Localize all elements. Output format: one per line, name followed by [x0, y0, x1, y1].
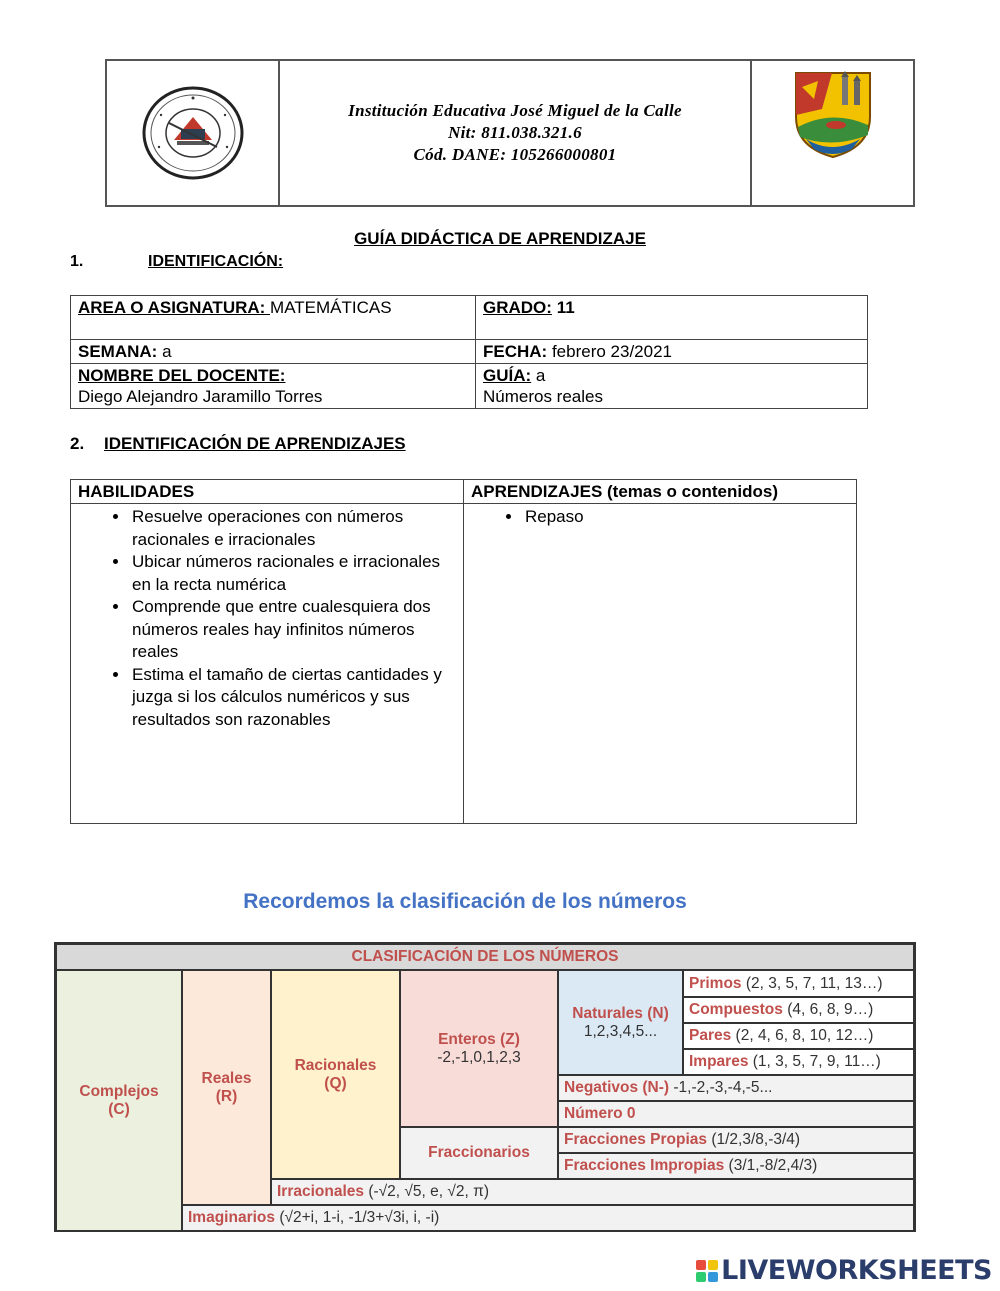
institution-dane: Cód. DANE: 105266000801: [413, 145, 617, 164]
primos-examples: (2, 3, 5, 7, 11, 13…): [745, 974, 883, 992]
impares-examples: (1, 3, 5, 7, 9, 11…): [752, 1053, 881, 1070]
fecha-value: febrero 23/2021: [551, 342, 672, 361]
fecha-label: FECHA:: [483, 342, 548, 361]
semana-value: a: [162, 342, 172, 361]
section-1-number: 1.: [70, 253, 84, 270]
pares-examples: (2, 4, 6, 8, 10, 12…): [735, 1027, 874, 1044]
imaginarios-label: Imaginarios: [188, 1209, 275, 1226]
institution-info: [280, 61, 752, 205]
guia-value: a: [535, 366, 546, 385]
school-seal-cell: [107, 61, 280, 205]
aprendizajes-list: [471, 506, 849, 529]
pares-cell: [683, 1023, 914, 1049]
classification-table: [54, 942, 916, 1232]
guide-title: GUÍA DIDÁCTICA DE APRENDIZAJE: [354, 229, 646, 248]
area-label: AREA O ASIGNATURA:: [78, 298, 271, 317]
irracionales-label: Irracionales: [277, 1183, 365, 1200]
section-1-heading: [70, 253, 283, 271]
skills-table: [70, 479, 857, 824]
naturales-examples: 1,2,3,4,5...: [583, 1022, 658, 1040]
semana-label: SEMANA:: [78, 342, 158, 361]
fecha-cell: [476, 340, 868, 364]
brand-name: LIVEWORKSHEETS: [721, 1255, 992, 1286]
habilidades-list: [78, 506, 456, 731]
liveworksheets-logo-icon: [696, 1260, 718, 1282]
compuestos-cell: [683, 997, 914, 1023]
guia-label: GUÍA:: [483, 366, 532, 385]
semana-cell: [71, 340, 476, 364]
fraccionarios-cell: Fraccionarios: [400, 1127, 558, 1179]
impares-cell: [683, 1049, 914, 1075]
classification-title: CLASIFICACIÓN DE LOS NÚMEROS: [56, 944, 914, 970]
list-item: • Resuelve operaciones con números racionales e irracionales: [130, 506, 456, 551]
grado-cell: [476, 296, 868, 340]
complejos-cell: [56, 970, 182, 1231]
enteros-cell: [400, 970, 558, 1127]
institution-header: [105, 59, 915, 207]
naturales-cell: [558, 970, 683, 1075]
racionales-label: Racionales: [294, 1056, 377, 1074]
crest-cell: [752, 61, 913, 205]
identification-table: [70, 295, 868, 409]
impropias-examples: (3/1,-8/2,4/3): [728, 1157, 818, 1174]
racionales-cell: [271, 970, 400, 1179]
section-2-number: 2.: [70, 434, 85, 453]
reales-cell: [182, 970, 271, 1205]
negativos-cell: [558, 1075, 914, 1101]
primos-label: Primos: [689, 974, 742, 992]
impares-label: Impares: [689, 1053, 749, 1070]
imaginarios-examples: (√2+i, 1-i, -1/3+√3i, i, -i): [279, 1209, 440, 1226]
list-item: • Comprende que entre cualesquiera dos números reales hay infinitos números reales: [130, 596, 456, 664]
reales-symbol: (R): [215, 1087, 238, 1105]
racionales-symbol: (Q): [324, 1074, 347, 1092]
reales-label: Reales: [201, 1069, 252, 1087]
school-seal-icon: [141, 85, 245, 181]
docente-label: NOMBRE DEL DOCENTE:: [78, 366, 286, 385]
pares-label: Pares: [689, 1027, 732, 1044]
list-item: • Estima el tamaño de ciertas cantidades y juzga si los cálculos numéricos y sus resultados son razonables: [130, 664, 456, 732]
list-item: • Repaso: [523, 506, 849, 529]
docente-value: Diego Alejandro Jaramillo Torres: [78, 387, 323, 406]
habilidades-cell: [71, 504, 464, 824]
negativos-examples: -1,-2,-3,-4,-5...: [673, 1079, 773, 1096]
propias-examples: (1/2,3/8,-3/4): [711, 1131, 801, 1148]
impropias-cell: [558, 1153, 914, 1179]
area-value: MATEMÁTICAS: [270, 298, 392, 317]
impropias-label: Fracciones Impropias: [564, 1157, 725, 1174]
guia-topic: Números reales: [483, 387, 603, 406]
classification-subtitle: Recordemos la clasificación de los números: [243, 890, 687, 913]
irracionales-examples: (-√2, √5, e, √2, π): [368, 1183, 489, 1200]
list-item: • Ubicar números racionales e irracionales en la recta numérica: [130, 551, 456, 596]
enteros-label: Enteros (Z): [438, 1030, 520, 1048]
cero-cell: Número 0: [558, 1101, 914, 1127]
propias-cell: [558, 1127, 914, 1153]
institution-name: Institución Educativa José Miguel de la Calle: [348, 101, 682, 120]
municipal-crest-icon: [792, 69, 874, 159]
section-2-label: IDENTIFICACIÓN DE APRENDIZAJES: [104, 434, 406, 453]
section-2-heading: [70, 434, 406, 454]
guia-cell: [476, 364, 868, 409]
enteros-examples: -2,-1,0,1,2,3: [437, 1048, 521, 1066]
propias-label: Fracciones Propias: [564, 1131, 708, 1148]
habilidades-header: HABILIDADES: [71, 480, 464, 504]
imaginarios-cell: [182, 1205, 914, 1231]
grado-value: 11: [556, 298, 575, 317]
institution-nit: Nit: 811.038.321.6: [448, 123, 582, 142]
grado-label: GRADO:: [483, 298, 552, 317]
naturales-label: Naturales (N): [572, 1004, 669, 1022]
irracionales-cell: [271, 1179, 914, 1205]
complejos-symbol: (C): [108, 1100, 130, 1118]
compuestos-label: Compuestos: [689, 1001, 783, 1018]
aprendizajes-header: APRENDIZAJES (temas o contenidos): [464, 480, 857, 504]
docente-cell: [71, 364, 476, 409]
aprendizajes-cell: [464, 504, 857, 824]
area-cell: [71, 296, 476, 340]
complejos-label: Complejos: [79, 1082, 159, 1100]
negativos-label: Negativos (N-): [564, 1079, 670, 1096]
primos-cell: [683, 970, 914, 997]
compuestos-examples: (4, 6, 8, 9…): [787, 1001, 874, 1018]
section-1-label: IDENTIFICACIÓN:: [148, 253, 284, 270]
liveworksheets-brand[interactable]: [696, 1255, 992, 1286]
